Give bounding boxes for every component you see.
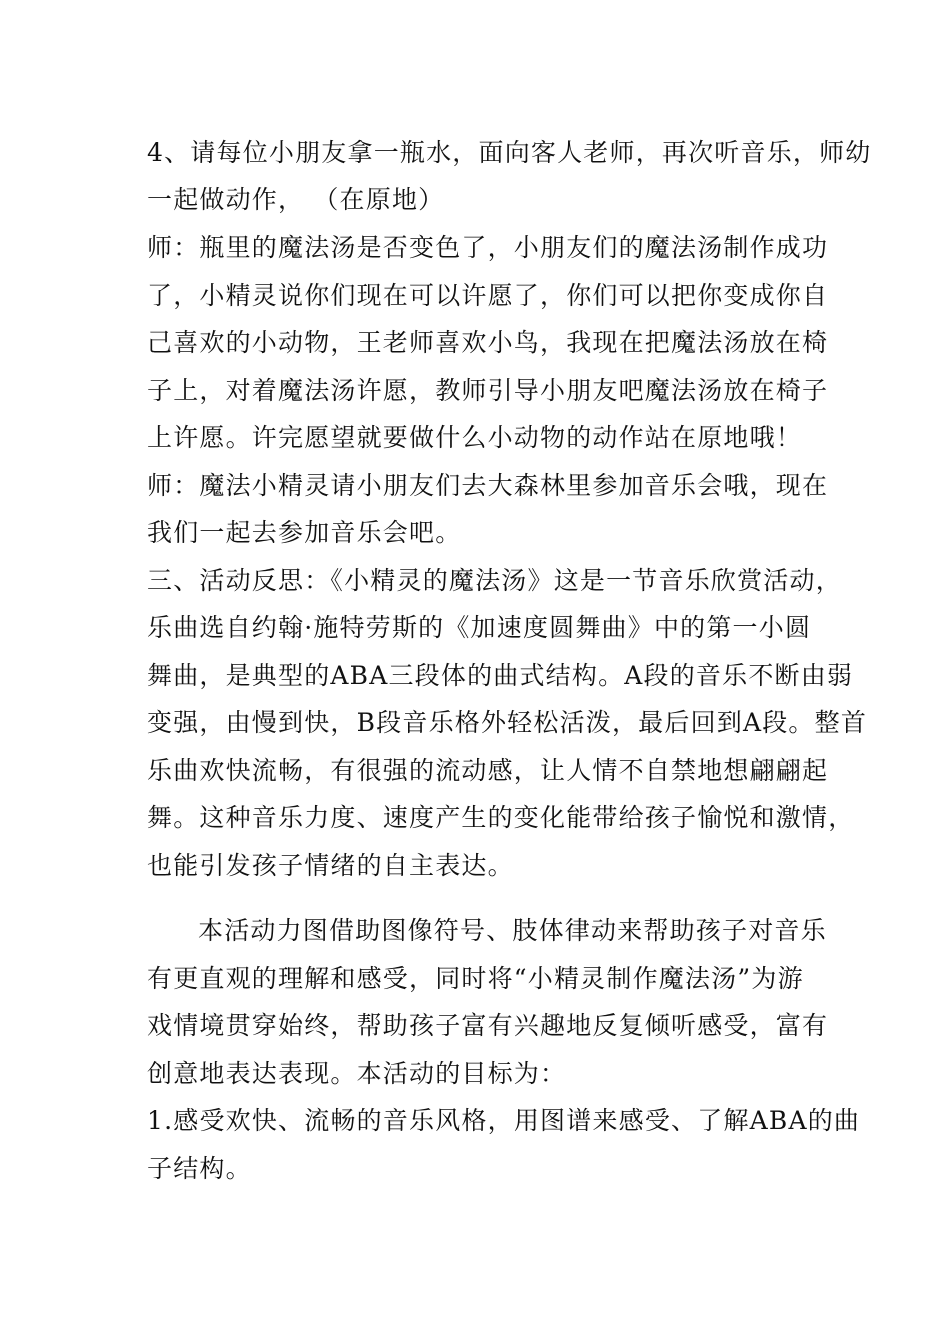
text-line: 师：瓶里的魔法汤是否变色了，小朋友们的魔法汤制作成功 <box>147 233 829 262</box>
text-line: 舞。这种音乐力度、速度产生的变化能带给孩子愉悦和激情， <box>147 803 855 832</box>
text-line: 变强，由慢到快，B段音乐格外轻松活泼，最后回到A段。整首 <box>147 708 868 737</box>
text-line: 子上，对着魔法汤许愿，教师引导小朋友吧魔法汤放在椅子 <box>147 376 829 405</box>
text-line: 了，小精灵说你们现在可以许愿了，你们可以把你变成你自 <box>147 281 829 310</box>
text-line: 舞曲，是典型的ABA三段体的曲式结构。A段的音乐不断由弱 <box>147 661 854 690</box>
list-item-line: 1.感受欢快、流畅的音乐风格，用图谱来感受、了解ABA的曲 <box>147 1106 861 1135</box>
text-line: 乐曲欢快流畅，有很强的流动感，让人情不自禁地想翩翩起 <box>147 756 829 785</box>
paragraph-first-line: 本活动力图借助图像符号、肢体律动来帮助孩子对音乐 <box>198 916 827 945</box>
text-line: 戏情境贯穿始终，帮助孩子富有兴趣地反复倾听感受，富有 <box>147 1011 829 1040</box>
text-line: 有更直观的理解和感受，同时将“小精灵制作魔法汤”为游 <box>147 964 804 993</box>
text-line: 一起做动作， （在原地） <box>147 185 445 214</box>
text-line: 创意地表达表现。本活动的目标为： <box>147 1059 567 1088</box>
text-line: 也能引发孩子情绪的自主表达。 <box>147 851 514 880</box>
section-heading-line: 三、活动反思：《小精灵的魔法汤》这是一节音乐欣赏活动， <box>147 566 842 595</box>
text-line: 师：魔法小精灵请小朋友们去大森林里参加音乐会哦，现在 <box>147 471 829 500</box>
text-line: 4、请每位小朋友拿一瓶水，面向客人老师，再次听音乐，师幼 <box>147 138 872 167</box>
text-line: 子结构。 <box>147 1154 252 1183</box>
text-line: 我们一起去参加音乐会吧。 <box>147 518 462 547</box>
text-line: 己喜欢的小动物，王老师喜欢小鸟，我现在把魔法汤放在椅 <box>147 328 829 357</box>
text-line: 乐曲选自约翰·施特劳斯的《加速度圆舞曲》中的第一小圆 <box>147 613 812 642</box>
text-line: 上许愿。许完愿望就要做什么小动物的动作站在原地哦！ <box>147 423 803 452</box>
